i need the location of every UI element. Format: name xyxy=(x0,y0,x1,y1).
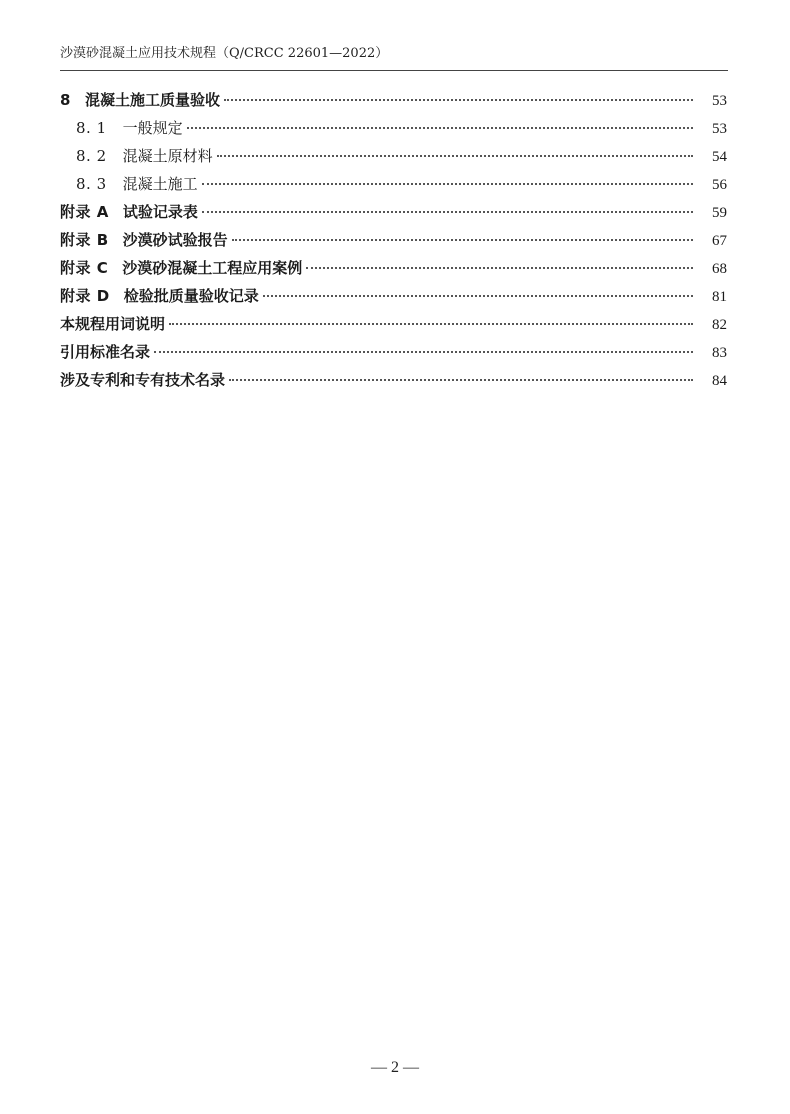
toc-entry-appendix-a[interactable] xyxy=(60,198,727,226)
toc-entry-title: 试验记录表 xyxy=(122,203,198,221)
toc-entry-number: 附录 B xyxy=(60,231,109,249)
dot-leader xyxy=(224,99,693,101)
dot-leader xyxy=(202,211,693,213)
toc-entry-title: 涉及专利和专有技术名录 xyxy=(60,371,226,389)
toc-entry-8[interactable] xyxy=(60,86,727,114)
toc-entry-appendix-b[interactable] xyxy=(60,226,727,254)
toc-entry-8-3[interactable] xyxy=(60,170,727,198)
toc-entry-page: 56 xyxy=(712,177,727,193)
dot-leader xyxy=(217,155,693,157)
toc-entry-page: 82 xyxy=(712,317,727,333)
header-rule xyxy=(60,70,728,71)
toc-entry-page: 68 xyxy=(712,261,727,277)
toc-entry-patents[interactable] xyxy=(60,366,727,394)
dot-leader xyxy=(263,295,693,297)
toc-entry-page: 83 xyxy=(712,345,727,361)
table-of-contents xyxy=(60,86,727,394)
toc-entry-title: 混凝土施工质量验收 xyxy=(84,91,220,109)
toc-entry-title: 沙漠砂混凝土工程应用案例 xyxy=(122,259,303,277)
toc-entry-page: 53 xyxy=(712,93,727,109)
toc-entry-number: 附录 D xyxy=(60,287,110,305)
dot-leader xyxy=(202,183,693,185)
toc-entry-number: 附录 C xyxy=(60,259,109,277)
toc-entry-page: 84 xyxy=(712,373,727,389)
toc-entry-page: 81 xyxy=(712,289,727,305)
toc-entry-number: 8. 3 xyxy=(76,175,107,193)
dot-leader xyxy=(306,267,693,269)
toc-entry-title: 本规程用词说明 xyxy=(60,315,166,333)
toc-entry-number: 附录 A xyxy=(60,203,109,221)
toc-entry-page: 54 xyxy=(712,149,727,165)
toc-entry-8-2[interactable] xyxy=(60,142,727,170)
toc-entry-title: 一般规定 xyxy=(122,119,183,137)
toc-entry-wording-explanation[interactable] xyxy=(60,310,727,338)
dot-leader xyxy=(232,239,693,241)
toc-entry-8-1[interactable] xyxy=(60,114,727,142)
dot-leader xyxy=(154,351,693,353)
dot-leader xyxy=(229,379,693,381)
toc-entry-title: 沙漠砂试验报告 xyxy=(122,231,228,249)
dot-leader xyxy=(169,323,693,325)
toc-entry-appendix-d[interactable] xyxy=(60,282,727,310)
toc-entry-number: 8 xyxy=(60,91,71,109)
running-header: 沙漠砂混凝土应用技术规程（Q/CRCC 22601—2022） xyxy=(60,46,389,61)
toc-entry-appendix-c[interactable] xyxy=(60,254,727,282)
page-number: — 2 — xyxy=(371,1059,419,1076)
toc-entry-page: 53 xyxy=(712,121,727,137)
toc-entry-referenced-standards[interactable] xyxy=(60,338,727,366)
toc-entry-title: 检验批质量验收记录 xyxy=(123,287,259,305)
toc-entry-page: 67 xyxy=(712,233,727,249)
dot-leader xyxy=(187,127,693,129)
toc-entry-page: 59 xyxy=(712,205,727,221)
toc-entry-title: 混凝土施工 xyxy=(122,175,198,193)
toc-entry-number: 8. 1 xyxy=(76,119,107,137)
toc-entry-title: 混凝土原材料 xyxy=(122,147,213,165)
toc-entry-number: 8. 2 xyxy=(76,147,107,165)
toc-entry-title: 引用标准名录 xyxy=(60,343,151,361)
